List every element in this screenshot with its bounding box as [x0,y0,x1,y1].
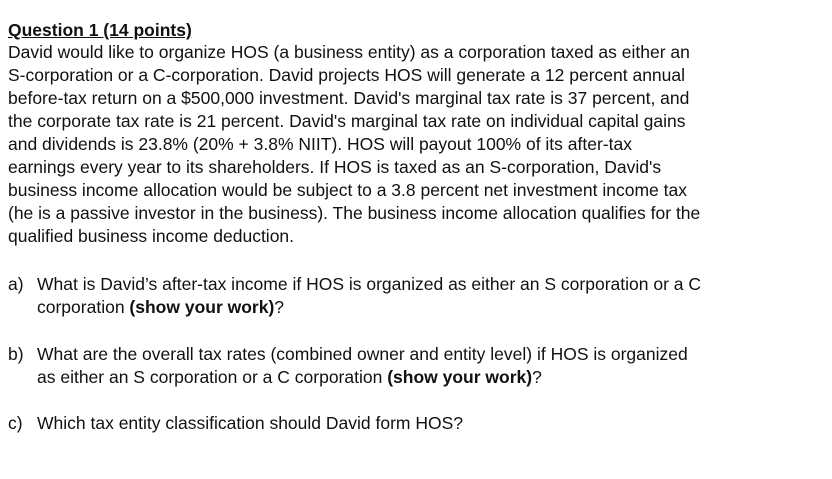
paragraph-line: and dividends is 23.8% (20% + 3.8% NIIT). HOS will payout 100% of its after-tax [8,134,632,154]
paragraph-line: before-tax return on a $500,000 investment. David's marginal tax rate is 37 percent, and [8,88,690,108]
question-text: What is David’s after-tax income if HOS is organized as either an S corporation or a C [37,274,701,294]
paragraph-line: David would like to organize HOS (a business entity) as a corporation taxed as either an [8,42,690,62]
paragraph-line: earnings every year to its shareholders. If HOS is taxed as an S-corporation, David's [8,157,662,177]
question-text: What are the overall tax rates (combined owner and entity level) if HOS is organized [37,344,688,364]
question-letter: b) [8,344,24,364]
paragraph-line: (he is a passive investor in the business). The business income allocation qualifies for the [8,203,701,223]
question-letter: a) [8,274,24,294]
question-text [37,297,284,317]
show-work-emphasis: (show your work) [129,297,275,317]
question-heading: Question 1 (14 points) [8,20,192,40]
question-text: Which tax entity classification should David form HOS? [37,413,463,433]
question-text-part: ? [532,367,542,387]
paragraph-line: the corporate tax rate is 21 percent. David's marginal tax rate on individual capital gains [8,111,686,131]
question-letter: c) [8,413,23,433]
question-text-part: ? [274,297,285,317]
paragraph-line: business income allocation would be subject to a 3.8 percent net investment income tax [8,180,687,200]
show-work-emphasis: (show your work) [387,367,533,387]
paragraph-line: qualified business income deduction. [8,226,295,246]
question-text-part: as either an S corporation or a C corporation [37,367,388,387]
question-text [37,367,542,387]
question-text-part: corporation [37,297,130,317]
paragraph-line: S-corporation or a C-corporation. David projects HOS will generate a 12 percent annual [8,65,686,85]
